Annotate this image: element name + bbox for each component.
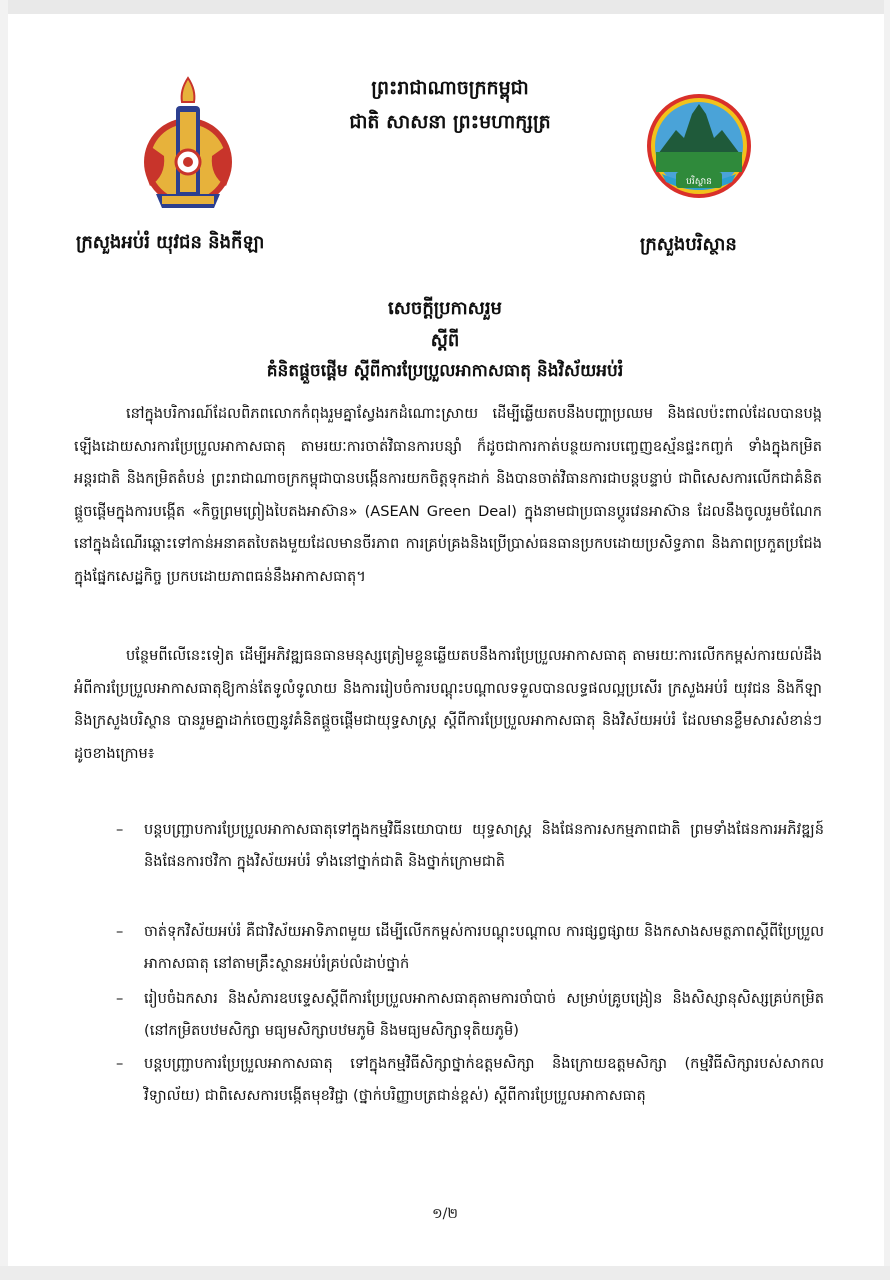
bullet-text: បន្តបញ្ជ្រាបការប្រែប្រួលអាកាសធាតុ ទៅក្នុងកម្មវិធីសិក្សាថ្នាក់ឧត្តមសិក្សា និងក្រោយឧត្តមសិក្សា (កម្មវិធីសិក្សារបស់សាកលវិទ្យាល័យ) ជាពិសេសការបង្កើតមុខវិជ្ជា (ថ្នាក់បរិញ្ញាបត្រជាន់ខ្ពស់) ស្តីពីការប្រែប្រួលអាកាសធាតុ: [144, 1055, 824, 1104]
bullet-item: [116, 983, 824, 1046]
ministry-environment-emblem-icon: [646, 90, 752, 202]
paragraph-1-text: នៅក្នុងបរិការណ៍ដែលពិភពលោកកំពុងរួមគ្នាស្វែងរកដំណោះស្រាយ ដើម្បីឆ្លើយតបនឹងបញ្ហាប្រឈម និងផលប៉ះពាល់ដែលបានបង្កឡើងដោយសារការប្រែប្រួលអាកាសធាតុ តាមរយៈការចាត់វិធានការបន្សាំ ក៏ដូចជាការកាត់បន្ថយការបញ្ចេញឧស្ម័នផ្ទះកញ្ចក់ ទាំងក្នុងកម្រិតអន្តរជាតិ និងកម្រិតតំបន់ ព្រះរាជាណាចក្រកម្ពុជាបានបង្កើនការយកចិត្តទុកដាក់ និងបានចាត់វិធានការជាបន្តបន្ទាប់ ជាពិសេសការលើកជាគំនិតផ្តួចផ្តើមក្នុងការបង្កើត «កិច្ចព្រមព្រៀងបៃតងអាស៊ាន» (ASEAN Green Deal) ក្នុងនាមជាប្រធានប្តូរវេនអាស៊ាន ដែលនឹងចូលរួមចំណែកនៅក្នុងដំណើរឆ្ពោះទៅកាន់អនាគតបៃតងមួយដែលមានចីរភាព ការគ្រប់គ្រងនិងប្រើប្រាស់ធនធានប្រកបដោយប្រសិទ្ធភាព និងភាពប្រកួតប្រជែងក្នុងផ្នែកសេដ្ឋកិច្ច ប្រកបដោយភាពធន់នឹងអាកាសធាតុ។: [74, 405, 822, 585]
bullet-marker: –: [116, 821, 124, 838]
frame-bottom: [0, 1266, 890, 1280]
document-subject: គំនិតផ្តួចផ្តើម ស្តីពីការប្រែប្រួលអាកាសធាតុ និងវិស័យអប់រំ: [266, 361, 624, 381]
document-title: សេចក្តីប្រកាសរួម: [388, 298, 502, 319]
frame-right: [884, 0, 890, 1280]
national-motto: ជាតិ សាសនា ព្រះមហាក្សត្រ: [349, 111, 551, 133]
paragraph-2-text: បន្ថែមពីលើនេះទៀត ដើម្បីអភិវឌ្ឍធនធានមនុស្សត្រៀមខ្លួនឆ្លើយតបនឹងការប្រែប្រួលអាកាសធាតុ តាមរយៈការលើកកម្ពស់ការយល់ដឹងអំពីការប្រែប្រួលអាកាសធាតុឱ្យកាន់តែទូលំទូលាយ និងការរៀបចំការបណ្តុះបណ្តាលទទួលបានលទ្ធផលល្អប្រសើរ ក្រសួងអប់រំ យុវជន និងកីឡា និងក្រសួងបរិស្ថាន បានរួមគ្នាដាក់ចេញនូវគំនិតផ្តួចផ្តើមជាយុទ្ធសាស្ត្រ ស្តីពីការប្រែប្រួលអាកាសធាតុ និងវិស័យអប់រំ ដែលមានខ្លឹមសារសំខាន់ៗដូចខាងក្រោម៖: [74, 647, 822, 762]
frame-top: [0, 0, 890, 14]
bullet-text: បន្តបញ្ជ្រាបការប្រែប្រួលអាកាសធាតុទៅក្នុងកម្មវិធីនយោបាយ យុទ្ធសាស្ត្រ និងផែនការសកម្មភាពជាតិ ព្រមទាំងផែនការអភិវឌ្ឍន៍ និងផែនការថវិកា ក្នុងវិស័យអប់រំ ទាំងនៅថ្នាក់ជាតិ និងថ្នាក់ក្រោមជាតិ: [144, 821, 824, 870]
kingdom-name: ព្រះរាជាណាចក្រកម្ពុជា: [371, 77, 529, 99]
page-number: ១/២: [432, 1206, 458, 1222]
bullet-item: [116, 1048, 824, 1111]
logo-right-text: បរិស្ថាន: [686, 177, 712, 187]
bullet-text: ចាត់ទុកវិស័យអប់រំ គឺជាវិស័យអាទិភាពមួយ ដើម្បីលើកកម្ពស់ការបណ្តុះបណ្តាល ការផ្សព្វផ្សាយ និងកសាងសមត្ថភាពស្តីពីប្រែប្រួលអាកាសធាតុ នៅតាមគ្រឹះស្ថានអប់រំគ្រប់លំដាប់ថ្នាក់: [144, 923, 824, 972]
bullet-item: [116, 814, 824, 877]
bullet-marker: –: [116, 923, 124, 940]
bullet-text: រៀបចំឯកសារ និងសំភារឧបទ្ទេសស្តីពីការប្រែប្រួលអាកាសធាតុតាមការចាំបាច់ សម្រាប់គ្រូបង្រៀន និងសិស្សានុសិស្សគ្រប់កម្រិត (នៅកម្រិតបឋមសិក្សា មធ្យមសិក្សាបឋមភូមិ និងមធ្យមសិក្សាទុតិយភូមិ): [144, 990, 824, 1039]
ministry-environment-name: ក្រសួងបរិស្ថាន: [640, 234, 737, 255]
bullet-marker: –: [116, 1055, 124, 1072]
bullet-marker: –: [116, 990, 124, 1007]
document-title-regarding: ស្តីពី: [430, 330, 460, 351]
paragraph-1: [74, 398, 822, 594]
ministry-education-emblem-icon: [136, 76, 240, 214]
ministry-environment-logo: [646, 90, 752, 202]
ministry-education-logo: [136, 76, 240, 214]
bullet-item: [116, 916, 824, 979]
frame-left: [0, 0, 8, 1280]
ministry-education-name: ក្រសួងអប់រំ យុវជន និងកីឡា: [76, 232, 265, 253]
paragraph-2: [74, 640, 822, 770]
